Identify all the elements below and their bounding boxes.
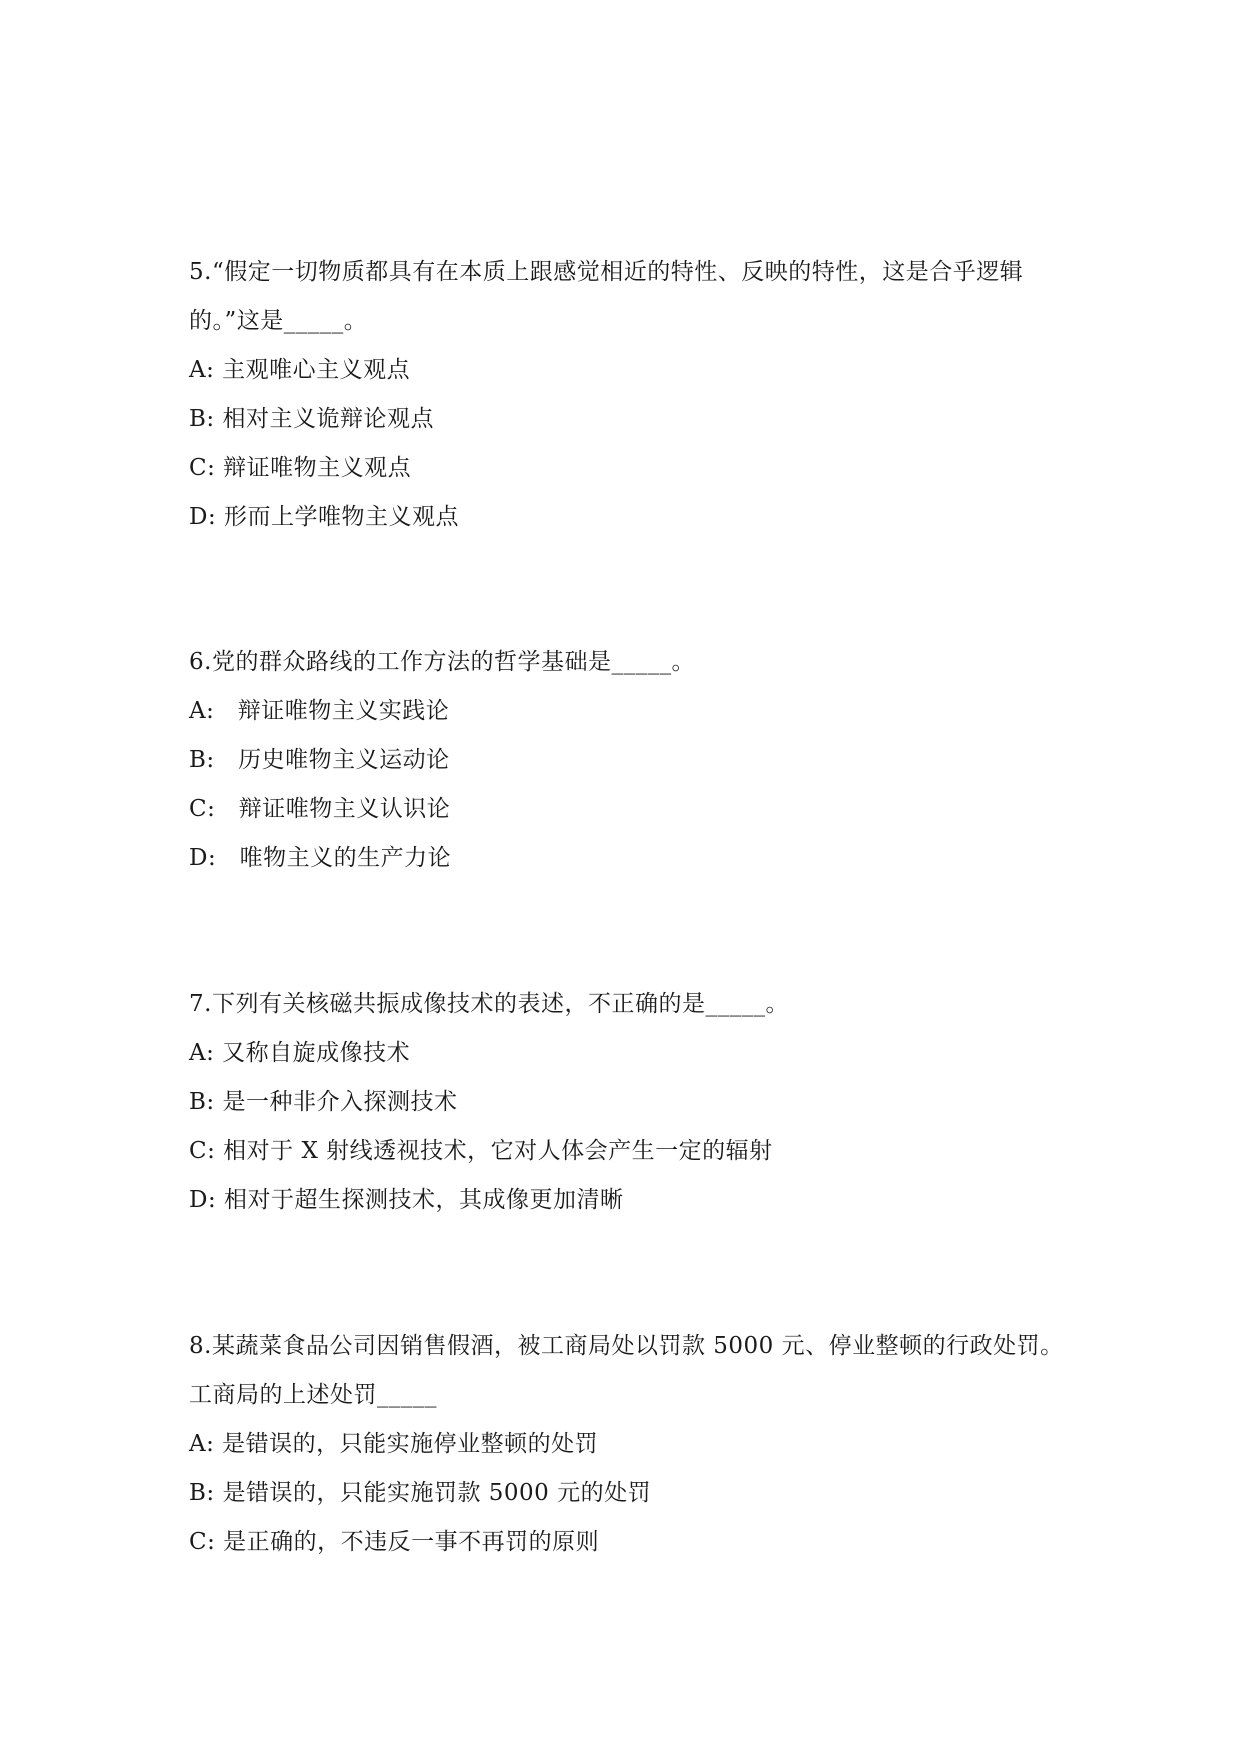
option-b: B: 相对主义诡辩论观点 <box>189 406 434 432</box>
option-a: A: 辩证唯物主义实践论 <box>189 698 450 724</box>
option-c: C: 辩证唯物主义认识论 <box>189 796 451 822</box>
question-5 <box>189 248 1069 542</box>
option-a: A: 主观唯心主义观点 <box>189 357 411 383</box>
option-a: A: 是错误的，只能实施停业整顿的处罚 <box>189 1431 599 1457</box>
question-7 <box>189 980 1069 1225</box>
option-a: A: 又称自旋成像技术 <box>189 1040 411 1066</box>
question-stem: 6.党的群众路线的工作方法的哲学基础是_____。 <box>189 649 695 675</box>
option-d: D: 相对于超生探测技术，其成像更加清晰 <box>189 1187 624 1213</box>
option-d: D: 形而上学唯物主义观点 <box>189 504 460 530</box>
option-c: C: 辩证唯物主义观点 <box>189 455 412 481</box>
option-c: C: 相对于 X 射线透视技术，它对人体会产生一定的辐射 <box>189 1138 773 1164</box>
option-c: C: 是正确的，不违反一事不再罚的原则 <box>189 1529 600 1555</box>
option-b: B: 是一种非介入探测技术 <box>189 1089 458 1115</box>
question-8 <box>189 1322 1069 1567</box>
option-b: B: 历史唯物主义运动论 <box>189 747 450 773</box>
question-stem: 5.“假定一切物质都具有在本质上跟感觉相近的特性、反映的特性，这是合乎逻辑的。”这是_____。 <box>189 259 1024 334</box>
question-stem: 8.某蔬菜食品公司因销售假酒，被工商局处以罚款 5000 元、停业整顿的行政处罚。工商局的上述处罚_____ <box>189 1333 1064 1408</box>
option-d: D: 唯物主义的生产力论 <box>189 845 452 871</box>
question-6 <box>189 638 1069 883</box>
option-b: B: 是错误的，只能实施罚款 5000 元的处罚 <box>189 1480 652 1506</box>
question-stem: 7.下列有关核磁共振成像技术的表述，不正确的是_____。 <box>189 991 789 1017</box>
